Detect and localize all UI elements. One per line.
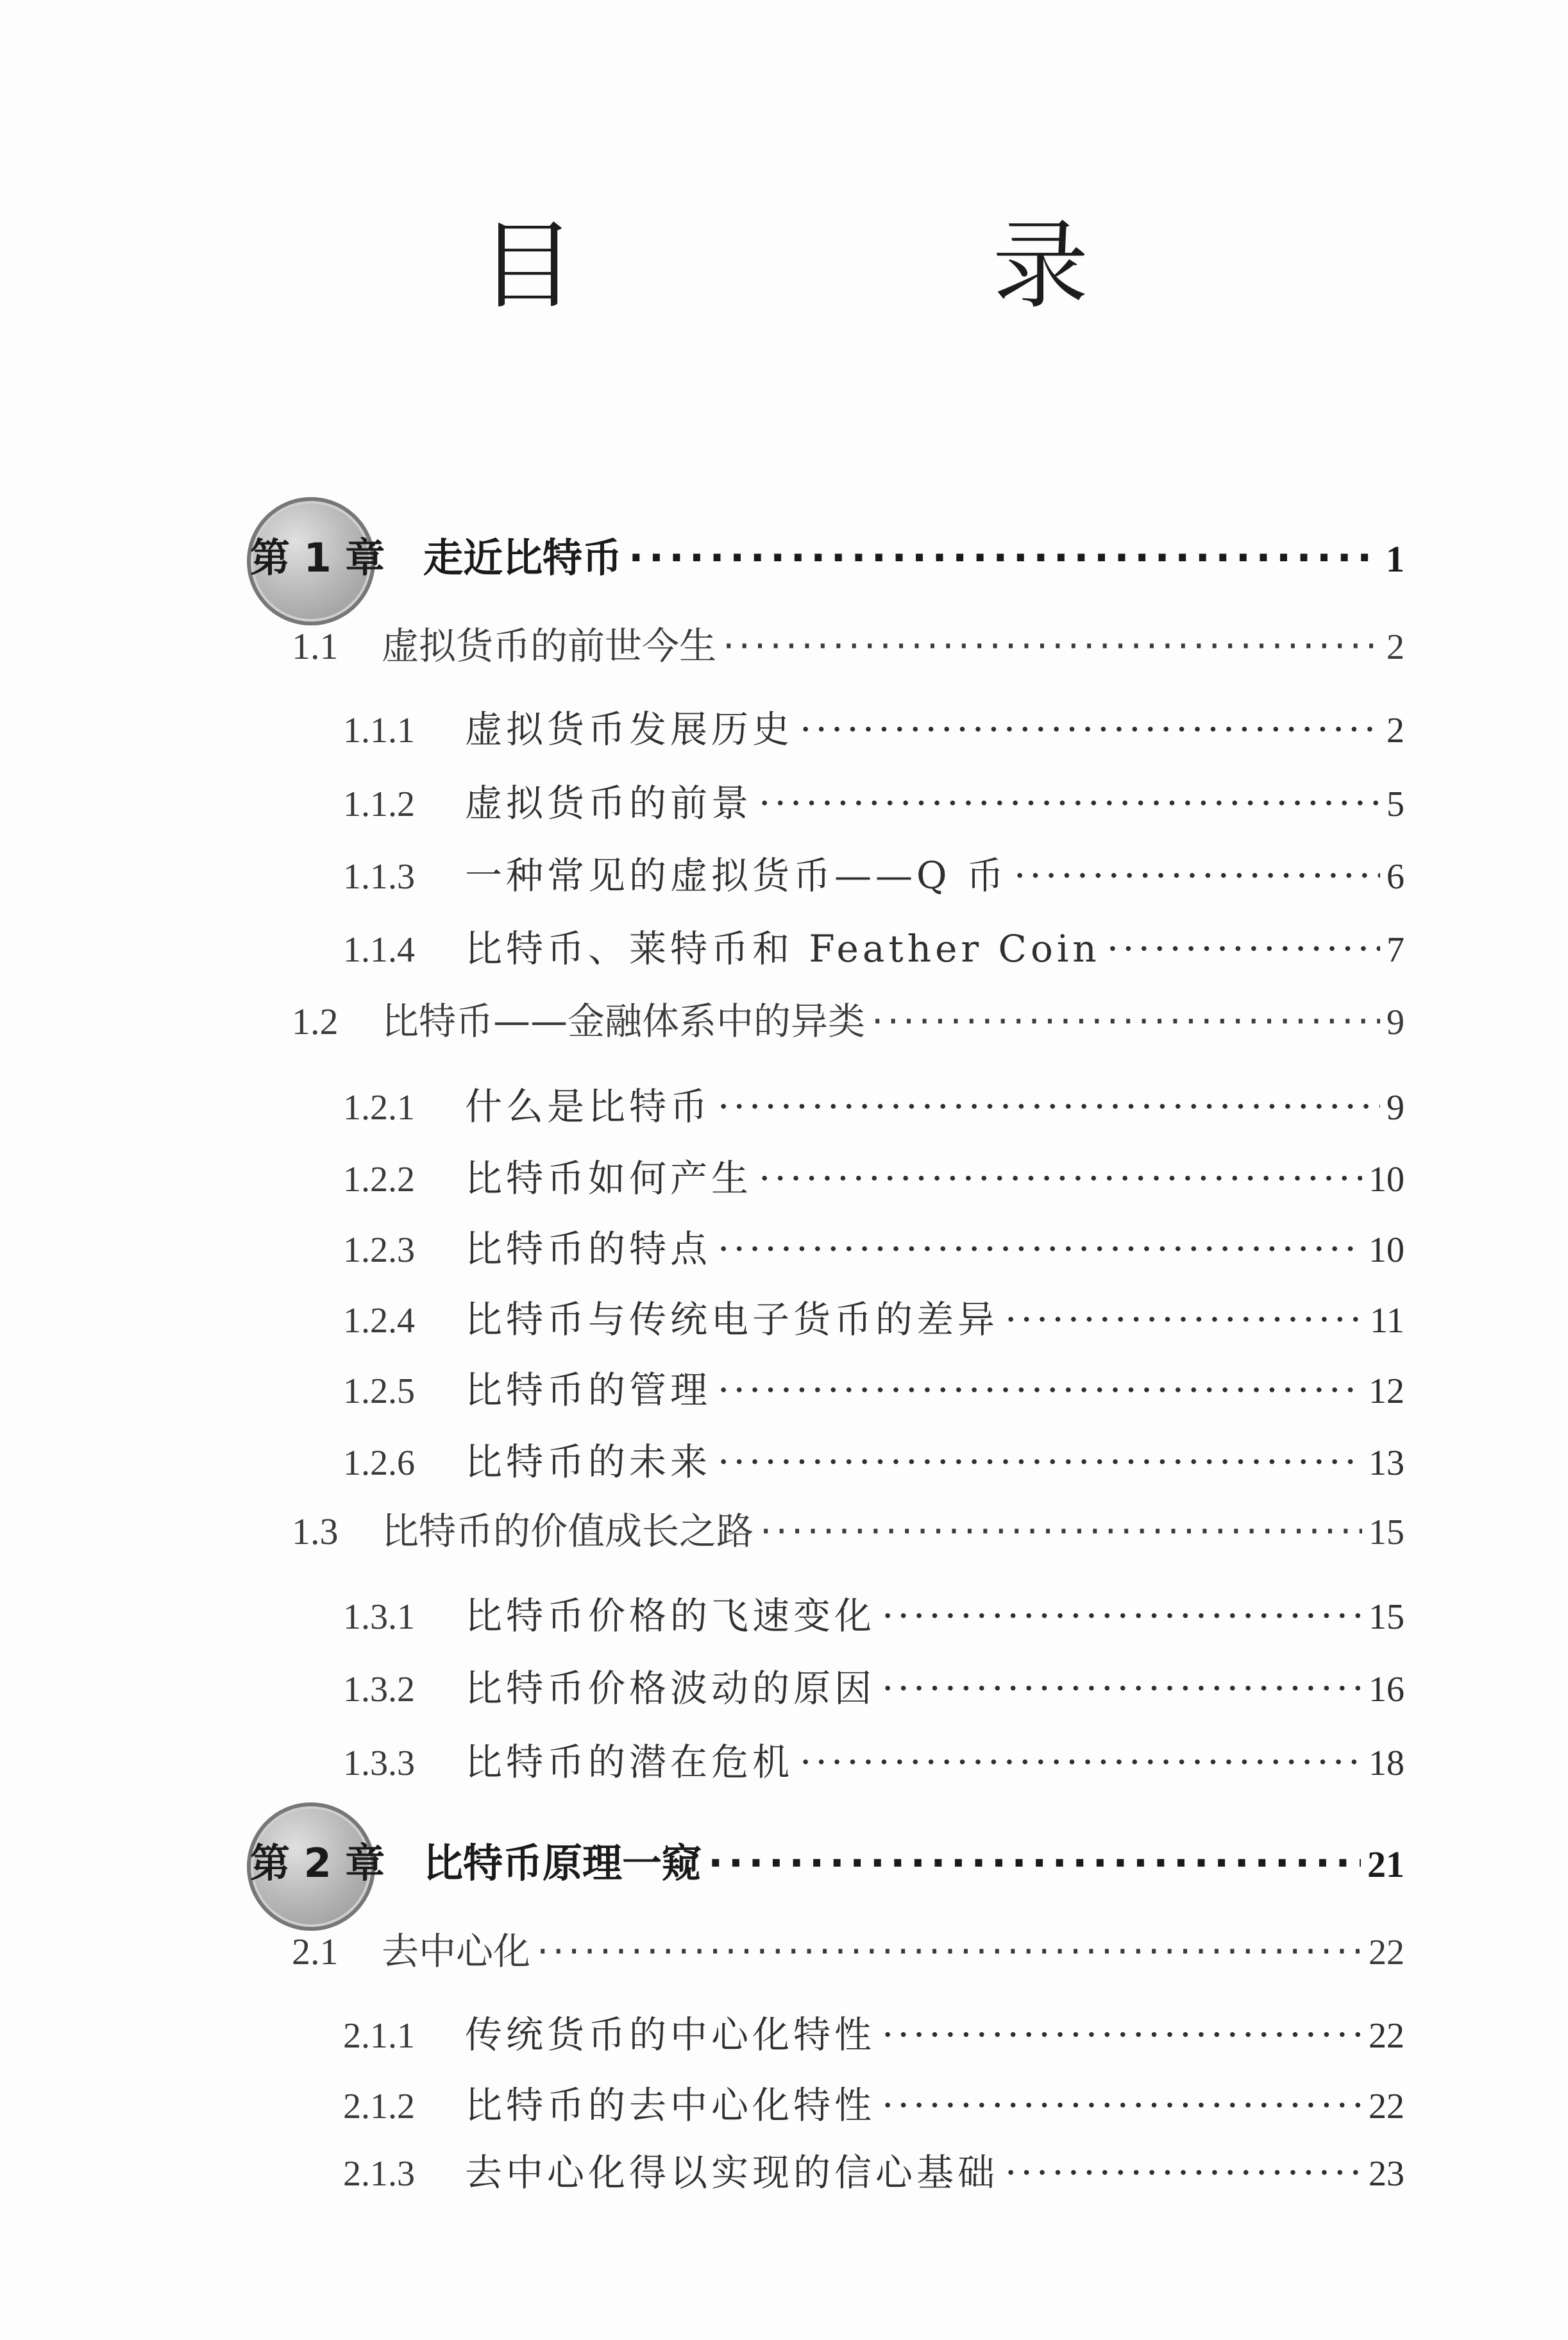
toc-page-number: 13 [1369, 1443, 1404, 1483]
toc-entry-sub [343, 1360, 1404, 1414]
dot-leader [800, 1740, 1362, 1784]
toc-page-number: 22 [1369, 2016, 1404, 2056]
toc-page-number: 18 [1369, 1743, 1404, 1783]
toc-page-number: 22 [1369, 2087, 1404, 2126]
toc-number: 2.1.3 [343, 2154, 415, 2194]
toc-title: 比特币原理一窥 [423, 1840, 702, 1886]
toc-number: 1.3.1 [343, 1597, 415, 1637]
toc-page-number: 6 [1387, 857, 1404, 897]
toc-title: 比特币——金融体系中的异类 [382, 999, 866, 1043]
toc-page-number: 16 [1369, 1670, 1404, 1709]
toc-number: 1.1.3 [343, 857, 415, 897]
toc-page-number: 11 [1370, 1301, 1404, 1341]
toc-entry-sub [343, 699, 1404, 753]
dot-leader [718, 1368, 1362, 1412]
toc-number: 1.2.6 [343, 1443, 415, 1483]
toc-number: 1.1.4 [343, 930, 415, 970]
dot-leader [718, 1085, 1380, 1128]
toc-title: 走近比特币 [423, 534, 623, 581]
toc-number: 2.1.2 [343, 2087, 415, 2126]
toc-page-number: 22 [1369, 1933, 1404, 1972]
toc-entry-chapter [250, 526, 1404, 622]
dot-leader [1107, 927, 1380, 971]
dot-leader [628, 534, 1379, 581]
toc-number: 1.2.3 [343, 1230, 415, 1270]
toc-entry-sub [343, 919, 1404, 972]
toc-page-number: 10 [1369, 1230, 1404, 1270]
toc-number: 1.2.2 [343, 1160, 415, 1200]
dot-leader [1014, 854, 1380, 897]
toc-number: 第 1 章 [250, 534, 385, 581]
toc-title: 去中心化 [382, 1929, 531, 1973]
dot-leader [759, 1157, 1362, 1200]
toc-title: 比特币的潜在危机 [465, 1740, 794, 1784]
toc-page-number: 2 [1387, 711, 1404, 750]
dot-leader [760, 1509, 1362, 1553]
toc-number: 1.1.2 [343, 784, 415, 824]
dot-leader [800, 708, 1380, 751]
toc-title: 比特币的价值成长之路 [382, 1509, 754, 1553]
toc-title: 比特币价格的飞速变化 [465, 1594, 876, 1638]
toc-title: 比特币的特点 [465, 1227, 712, 1271]
dot-leader [882, 2013, 1362, 2056]
toc-title: 一种常见的虚拟货币——Q 币 [465, 854, 1007, 897]
toc-title: 比特币价格波动的原因 [465, 1666, 876, 1710]
toc-title: 比特币的去中心化特性 [465, 2083, 876, 2127]
toc-page-number: 7 [1387, 930, 1404, 970]
toc-page-number: 15 [1369, 1513, 1404, 1552]
toc-title: 去中心化得以实现的信心基础 [465, 2151, 999, 2194]
dot-leader [723, 624, 1380, 668]
toc-entry-sub [343, 1658, 1404, 1712]
toc-number: 1.2.4 [343, 1301, 415, 1341]
toc-title: 比特币的未来 [465, 1440, 712, 1484]
toc-entry-sub [343, 1076, 1404, 1130]
toc-number: 1.2.5 [343, 1371, 415, 1411]
toc-number: 2.1.1 [343, 2016, 415, 2056]
toc-entry-section [292, 1501, 1404, 1555]
toc-entry-sub [343, 1219, 1404, 1273]
dot-leader [537, 1929, 1362, 1973]
dot-leader [882, 2083, 1362, 2127]
dot-leader [1005, 2151, 1362, 2194]
toc-entry-sub [343, 1148, 1404, 1202]
toc-page-number: 15 [1369, 1597, 1404, 1637]
toc-entry-sub [343, 1586, 1404, 1640]
toc-entry-sub [343, 1432, 1404, 1486]
toc-entry-sub [343, 773, 1404, 827]
toc-entry-sub [343, 845, 1404, 899]
dot-leader [1005, 1298, 1363, 1341]
toc-page-number: 1 [1386, 538, 1404, 580]
toc-number: 1.2 [292, 1001, 339, 1042]
toc-page-number: 12 [1369, 1371, 1404, 1411]
toc-title: 虚拟货币发展历史 [465, 708, 794, 751]
toc-title: 比特币的管理 [465, 1368, 712, 1412]
page-title: 目 录 [479, 210, 1249, 322]
dot-leader [708, 1840, 1361, 1886]
toc-page-number: 9 [1387, 1003, 1404, 1042]
toc-number: 1.2.1 [343, 1088, 415, 1128]
toc-entry-sub [343, 1732, 1404, 1786]
toc-entry-sub [343, 1289, 1404, 1343]
toc-number: 1.3 [292, 1511, 339, 1552]
toc-number: 1.3.3 [343, 1743, 415, 1783]
dot-leader [882, 1594, 1362, 1638]
toc-title: 比特币与传统电子货币的差异 [465, 1298, 999, 1341]
toc-entry-section [292, 991, 1404, 1045]
toc-entry-chapter [250, 1831, 1404, 1928]
toc-page-number: 9 [1387, 1088, 1404, 1128]
dot-leader [718, 1227, 1362, 1271]
toc-title: 比特币如何产生 [465, 1157, 753, 1200]
toc-number: 1.3.2 [343, 1670, 415, 1709]
dot-leader [718, 1440, 1362, 1484]
toc-number: 1.1 [292, 625, 339, 667]
toc-entry-sub [343, 2005, 1404, 2058]
toc-entry-sub [343, 2142, 1404, 2196]
toc-page-number: 2 [1387, 627, 1404, 667]
toc-entry-section [292, 1921, 1404, 1975]
toc-page-number: 5 [1387, 784, 1404, 824]
toc-number: 2.1 [292, 1931, 339, 1972]
toc-number: 1.1.1 [343, 711, 415, 750]
dot-leader [759, 781, 1380, 825]
toc-title: 比特币、莱特币和 Feather Coin [465, 927, 1100, 971]
toc-entry-sub [343, 2075, 1404, 2129]
toc-number: 第 2 章 [250, 1840, 385, 1886]
dot-leader [872, 999, 1380, 1043]
toc-page-number: 21 [1367, 1844, 1404, 1885]
toc-title: 什么是比特币 [465, 1085, 712, 1128]
toc-title: 传统货币的中心化特性 [465, 2013, 876, 2056]
dot-leader [882, 1666, 1362, 1710]
toc-title: 虚拟货币的前世今生 [382, 624, 717, 668]
toc-page-number: 10 [1369, 1160, 1404, 1200]
toc-title: 虚拟货币的前景 [465, 781, 753, 825]
toc-page-number: 23 [1369, 2154, 1404, 2194]
toc-entry-section [292, 616, 1404, 670]
